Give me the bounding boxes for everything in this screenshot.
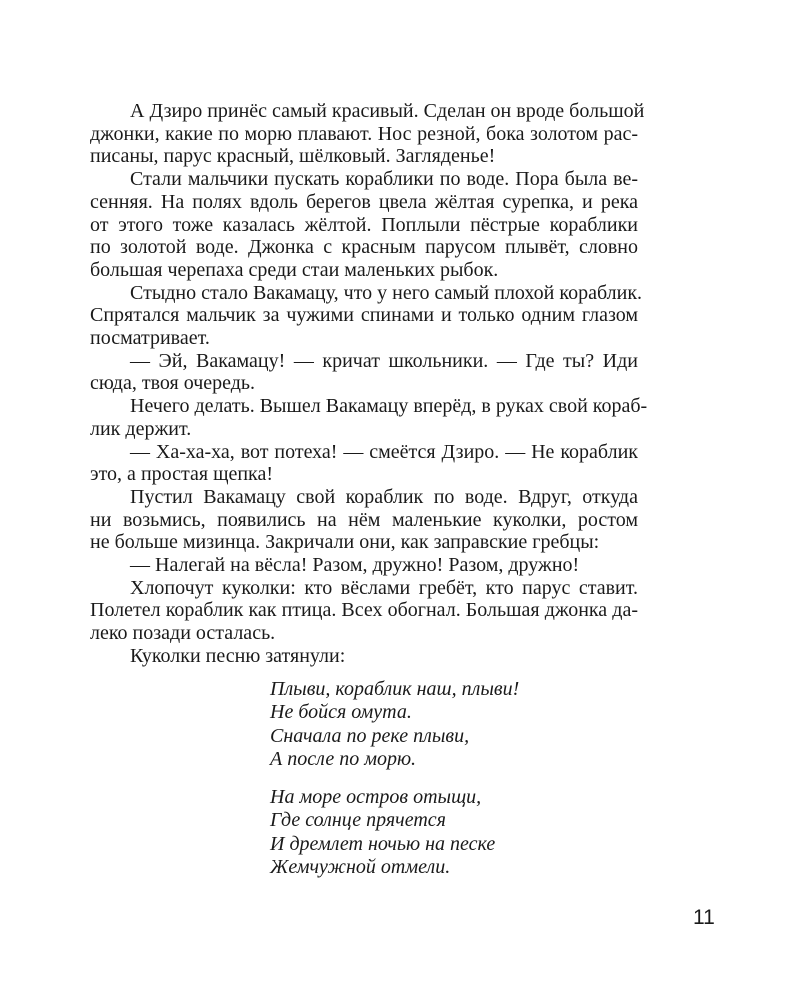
text-line: Куколки песню затянули: [130,644,346,667]
text-line: Нечего делать. Вышел Вакамацу вперёд, в руках свой кораб- [130,395,648,418]
poem [270,678,638,880]
text-line: писаны, парус красный, шёлковый. Загляденье! [90,145,496,168]
page-number: 11 [693,906,715,929]
text-line: — Эй, Вакамацу! — кричат школьники. — Где ты? Иди [130,349,638,372]
paragraph [90,486,638,554]
text-line: Хлопочут куколки: кто вёслами гребёт, кто парус ставит. [130,576,638,599]
page-content [90,100,648,880]
text-line: — Ха-ха-ха, вот потеха! — смеётся Дзиро. — Не кораблик [130,440,638,463]
text-line: по золотой воде. Джонка с красным парусом плывёт, словно [90,236,638,259]
poem-line: Где солнце прячется [270,809,446,832]
text-line: лик держит. [90,417,192,440]
poem-line: Сначала по реке плыви, [270,724,470,747]
poem-line: Жемчужной отмели. [270,856,451,879]
poem-stanza [270,678,638,772]
paragraph [90,441,638,486]
paragraph [90,577,638,645]
paragraph [90,395,648,440]
paragraph [90,645,638,668]
poem-line: На море остров отыщи, [270,785,482,808]
text-line: не больше мизинца. Закричали они, как заправские гребцы: [90,531,600,554]
text-line: Стали мальчики пускать кораблики по воде. Пора была ве- [130,168,638,191]
text-line: сенняя. На полях вдоль берегов цвела жёлтая сурепка, и река [90,190,638,213]
text-line: джонки, какие по морю плавают. Нос резной, бока золотом рас- [90,122,638,145]
text-line: это, а простая щепка! [90,463,274,486]
text-line: Стыдно стало Вакамацу, что у него самый плохой кораблик. [130,281,643,304]
text-line: ни возьмись, появились на нём маленькие куколки, ростом [90,508,638,531]
poem-line: И дремлет ночью на песке [270,832,496,855]
text-line: сюда, твоя очередь. [90,372,256,395]
text-line: леко позади осталась. [90,622,276,645]
poem-stanza [270,786,638,880]
poem-line: А после по морю. [270,748,417,771]
paragraph [90,554,638,577]
paragraph [90,100,645,168]
paragraph [90,350,638,395]
text-line: Пустил Вакамацу свой кораблик по воде. Вдруг, откуда [130,485,638,508]
text-line: А Дзиро принёс самый красивый. Сделан он вроде большой [130,100,645,122]
text-line: большая черепаха среди стаи маленьких рыбок. [90,258,499,281]
text-line: Спрятался мальчик за чужими спинами и только одним глазом [90,304,638,327]
paragraph [90,281,643,350]
poem-line: Плыви, кораблик наш, плыви! [270,677,520,700]
text-line: Полетел кораблик как птица. Всех обогнал. Большая джонка да- [90,599,638,622]
poem-line: Не бойся омута. [270,701,412,724]
text-line: — Налегай на вёсла! Разом, дружно! Разом, дружно! [130,554,580,577]
text-line: от этого тоже казалась жёлтой. Поплыли пёстрые кораблики [90,213,638,236]
paragraph [90,168,638,282]
text-line: посматривает. [90,327,210,350]
